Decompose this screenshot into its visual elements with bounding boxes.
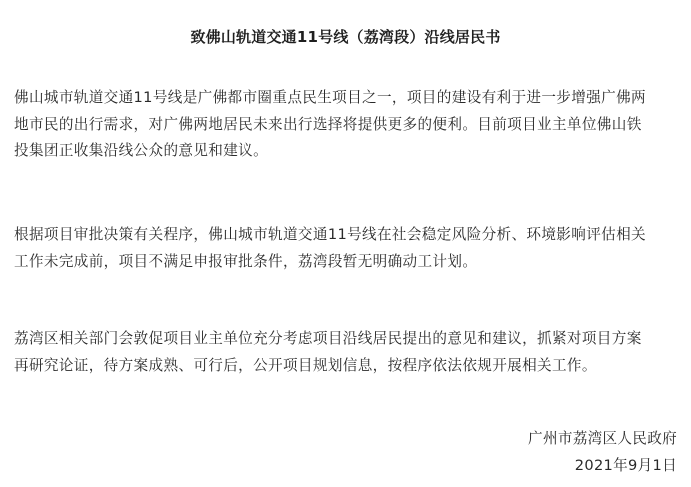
issue-date: 2021年9月1日 (574, 456, 677, 474)
paragraph-line: 投集团正收集沿线公众的意见和建议。 (14, 142, 269, 159)
paragraph-line: 再研究论证，待方案成熟、可行后，公开项目规划信息，按程序依法依规开展相关工作。 (14, 356, 597, 374)
paragraph-2 (14, 222, 683, 275)
paragraph-1 (14, 85, 683, 165)
paragraph-3 (14, 326, 683, 379)
paragraph-line: 佛山城市轨道交通11号线是广佛都市圈重点民生项目之一，项目的建设有利于进一步增强广佛两 (14, 89, 646, 106)
paragraph-line: 地市民的出行需求，对广佛两地居民未来出行选择将提供更多的便利。目前项目业主单位佛山铁 (14, 115, 642, 133)
paragraph-line: 根据项目审批决策有关程序，佛山城市轨道交通11号线在社会稳定风险分析、环境影响评估相关 (14, 226, 646, 243)
document-title: 致佛山轨道交通11号线（荔湾段）沿线居民书 (190, 28, 501, 46)
issuer-name: 广州市荔湾区人民政府 (528, 430, 677, 447)
signature-block (528, 426, 677, 479)
paragraph-line: 工作未完成前，项目不满足申报审批条件，荔湾段暂无明确动工计划。 (14, 252, 478, 270)
paragraph-line: 荔湾区相关部门会敦促项目业主单位充分考虑项目沿线居民提出的意见和建议，抓紧对项目方案 (14, 330, 642, 347)
